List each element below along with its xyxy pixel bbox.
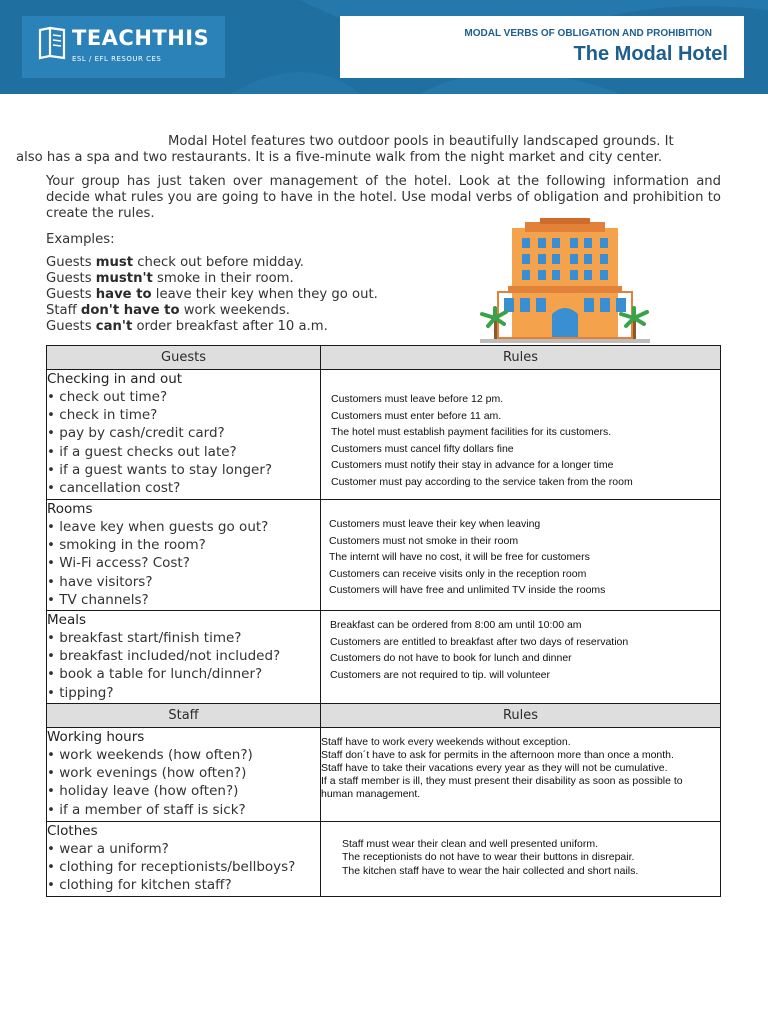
question-item: • cancellation cost? [47, 479, 320, 497]
question-item: • clothing for receptionists/bellboys? [47, 858, 320, 876]
category-title: Rooms [47, 501, 93, 517]
guests-header: Guests [47, 346, 321, 370]
rule-item: Customers are entitled to breakfast after two days of reservation [330, 635, 629, 648]
question-item: • wear a uniform? [47, 840, 320, 858]
question-item: • Wi-Fi access? Cost? [47, 554, 320, 572]
rules-header-2: Rules [321, 704, 721, 728]
rule-item: Customer must pay according to the service taken from the room [331, 475, 633, 488]
rooms-rules[interactable] [321, 500, 721, 611]
meals-rules[interactable] [321, 611, 721, 704]
rule-item: The receptionists do not have to wear their buttons in disrepair. [342, 851, 635, 864]
question-item: • work evenings (how often?) [47, 764, 320, 782]
rule-item: Customers will have free and unlimited TV inside the rooms [329, 584, 606, 596]
rule-item: Customers can receive visits only in the reception room [329, 567, 587, 580]
question-item: • breakfast included/not included? [47, 647, 320, 665]
rules-table [46, 345, 721, 897]
example-line: Guests have to leave their key when they go out. [46, 287, 378, 302]
rules-header: Rules [321, 346, 721, 370]
staff-header: Staff [47, 704, 321, 728]
rule-item: If a staff member is ill, they must present their disability as soon as possible to [321, 775, 683, 787]
question-item: • book a table for lunch/dinner? [47, 665, 320, 683]
intro-line-1: Modal Hotel features two outdoor pools in beautifully landscaped grounds. It [168, 134, 674, 149]
rule-item: Customers must enter before 11 am. [331, 409, 502, 422]
question-item: • clothing for kitchen staff? [47, 876, 320, 894]
rule-item: Breakfast can be ordered from 8:00 am until 10:00 am [330, 619, 582, 631]
example-line: Guests can't order breakfast after 10 a.m. [46, 319, 328, 334]
question-item: • holiday leave (how often?) [47, 782, 320, 800]
question-item: • pay by cash/credit card? [47, 424, 320, 442]
question-item: • check in time? [47, 406, 320, 424]
question-item: • if a guest checks out late? [47, 443, 320, 461]
checking-questions [47, 370, 321, 500]
book-icon [36, 26, 68, 62]
title-box [340, 16, 744, 78]
intro-line-2: also has a spa and two restaurants. It is a five-minute walk from the night market and city center. [16, 150, 663, 165]
question-item: • smoking in the room? [47, 536, 320, 554]
hotel-illustration [480, 218, 650, 343]
rule-item: Customers are not required to tip. will volunteer [330, 668, 551, 681]
question-item: • check out time? [47, 388, 320, 406]
checking-rules[interactable] [321, 370, 721, 500]
task-instructions: Your group has just taken over management of the hotel. Look at the following information and decide what rules you are going to have in the hotel. Use modal verbs of obligation and prohibition to create the rules. [46, 174, 721, 222]
examples-label: Examples: [46, 232, 115, 247]
rule-item: The hotel must establish payment facilities for its customers. [331, 426, 612, 438]
palm-tree-left-icon [482, 308, 506, 340]
question-item: • if a member of staff is sick? [47, 801, 320, 819]
clothes-questions [47, 822, 321, 897]
rule-item: The kitchen staff have to wear the hair collected and short nails. [342, 864, 639, 877]
rule-item: human management. [321, 788, 421, 800]
examples-list [46, 255, 378, 335]
rule-item: Staff have to take their vacations every year as they will not be cumulative. [321, 762, 668, 774]
meals-questions [47, 611, 321, 704]
question-item: • breakfast start/finish time? [47, 629, 320, 647]
question-item: • leave key when guests go out? [47, 518, 320, 536]
worksheet-title: The Modal Hotel [573, 43, 728, 65]
question-item: • if a guest wants to stay longer? [47, 461, 320, 479]
rule-item: Customers must notify their stay in advance for a longer time [331, 459, 614, 471]
question-item: • work weekends (how often?) [47, 746, 320, 764]
example-line: Staff don't have to work weekends. [46, 303, 290, 318]
rule-item: Staff have to work every weekends without exception. [321, 736, 571, 748]
question-item: • TV channels? [47, 591, 320, 609]
worksheet-subtitle: MODAL VERBS OF OBLIGATION AND PROHIBITION [464, 28, 712, 39]
header-banner [0, 0, 768, 94]
rule-item: Staff don´t have to ask for permits in the afternoon more than once a month. [321, 749, 674, 761]
working-questions [47, 728, 321, 822]
rule-item: Customers must cancel fifty dollars fine [331, 442, 514, 455]
category-title: Clothes [47, 823, 98, 839]
example-line: Guests must check out before midday. [46, 255, 304, 270]
category-title: Meals [47, 612, 87, 628]
question-item: • have visitors? [47, 573, 320, 591]
clothes-rules[interactable] [321, 822, 721, 897]
rule-item: Customers must leave their key when leaving [329, 518, 541, 530]
logo-text: TEACHTHIS [72, 26, 210, 50]
category-title: Working hours [47, 729, 145, 745]
rooms-questions [47, 500, 321, 611]
rule-item: The internt will have no cost, it will be free for customers [329, 551, 590, 563]
palm-tree-right-icon [621, 308, 647, 340]
category-title: Checking in and out [47, 371, 183, 387]
example-line: Guests mustn't smoke in their room. [46, 271, 294, 286]
logo[interactable] [22, 16, 225, 78]
rule-item: Customers must not smoke in their room [329, 534, 519, 547]
rule-item: Customers do not have to book for lunch and dinner [330, 652, 572, 664]
question-item: • tipping? [47, 684, 320, 702]
rule-item: Customers must leave before 12 pm. [331, 393, 504, 405]
working-rules[interactable] [321, 728, 721, 822]
logo-tagline: ESL / EFL RESOUR CES [72, 55, 162, 63]
rule-item: Staff must wear their clean and well presented uniform. [342, 838, 599, 850]
